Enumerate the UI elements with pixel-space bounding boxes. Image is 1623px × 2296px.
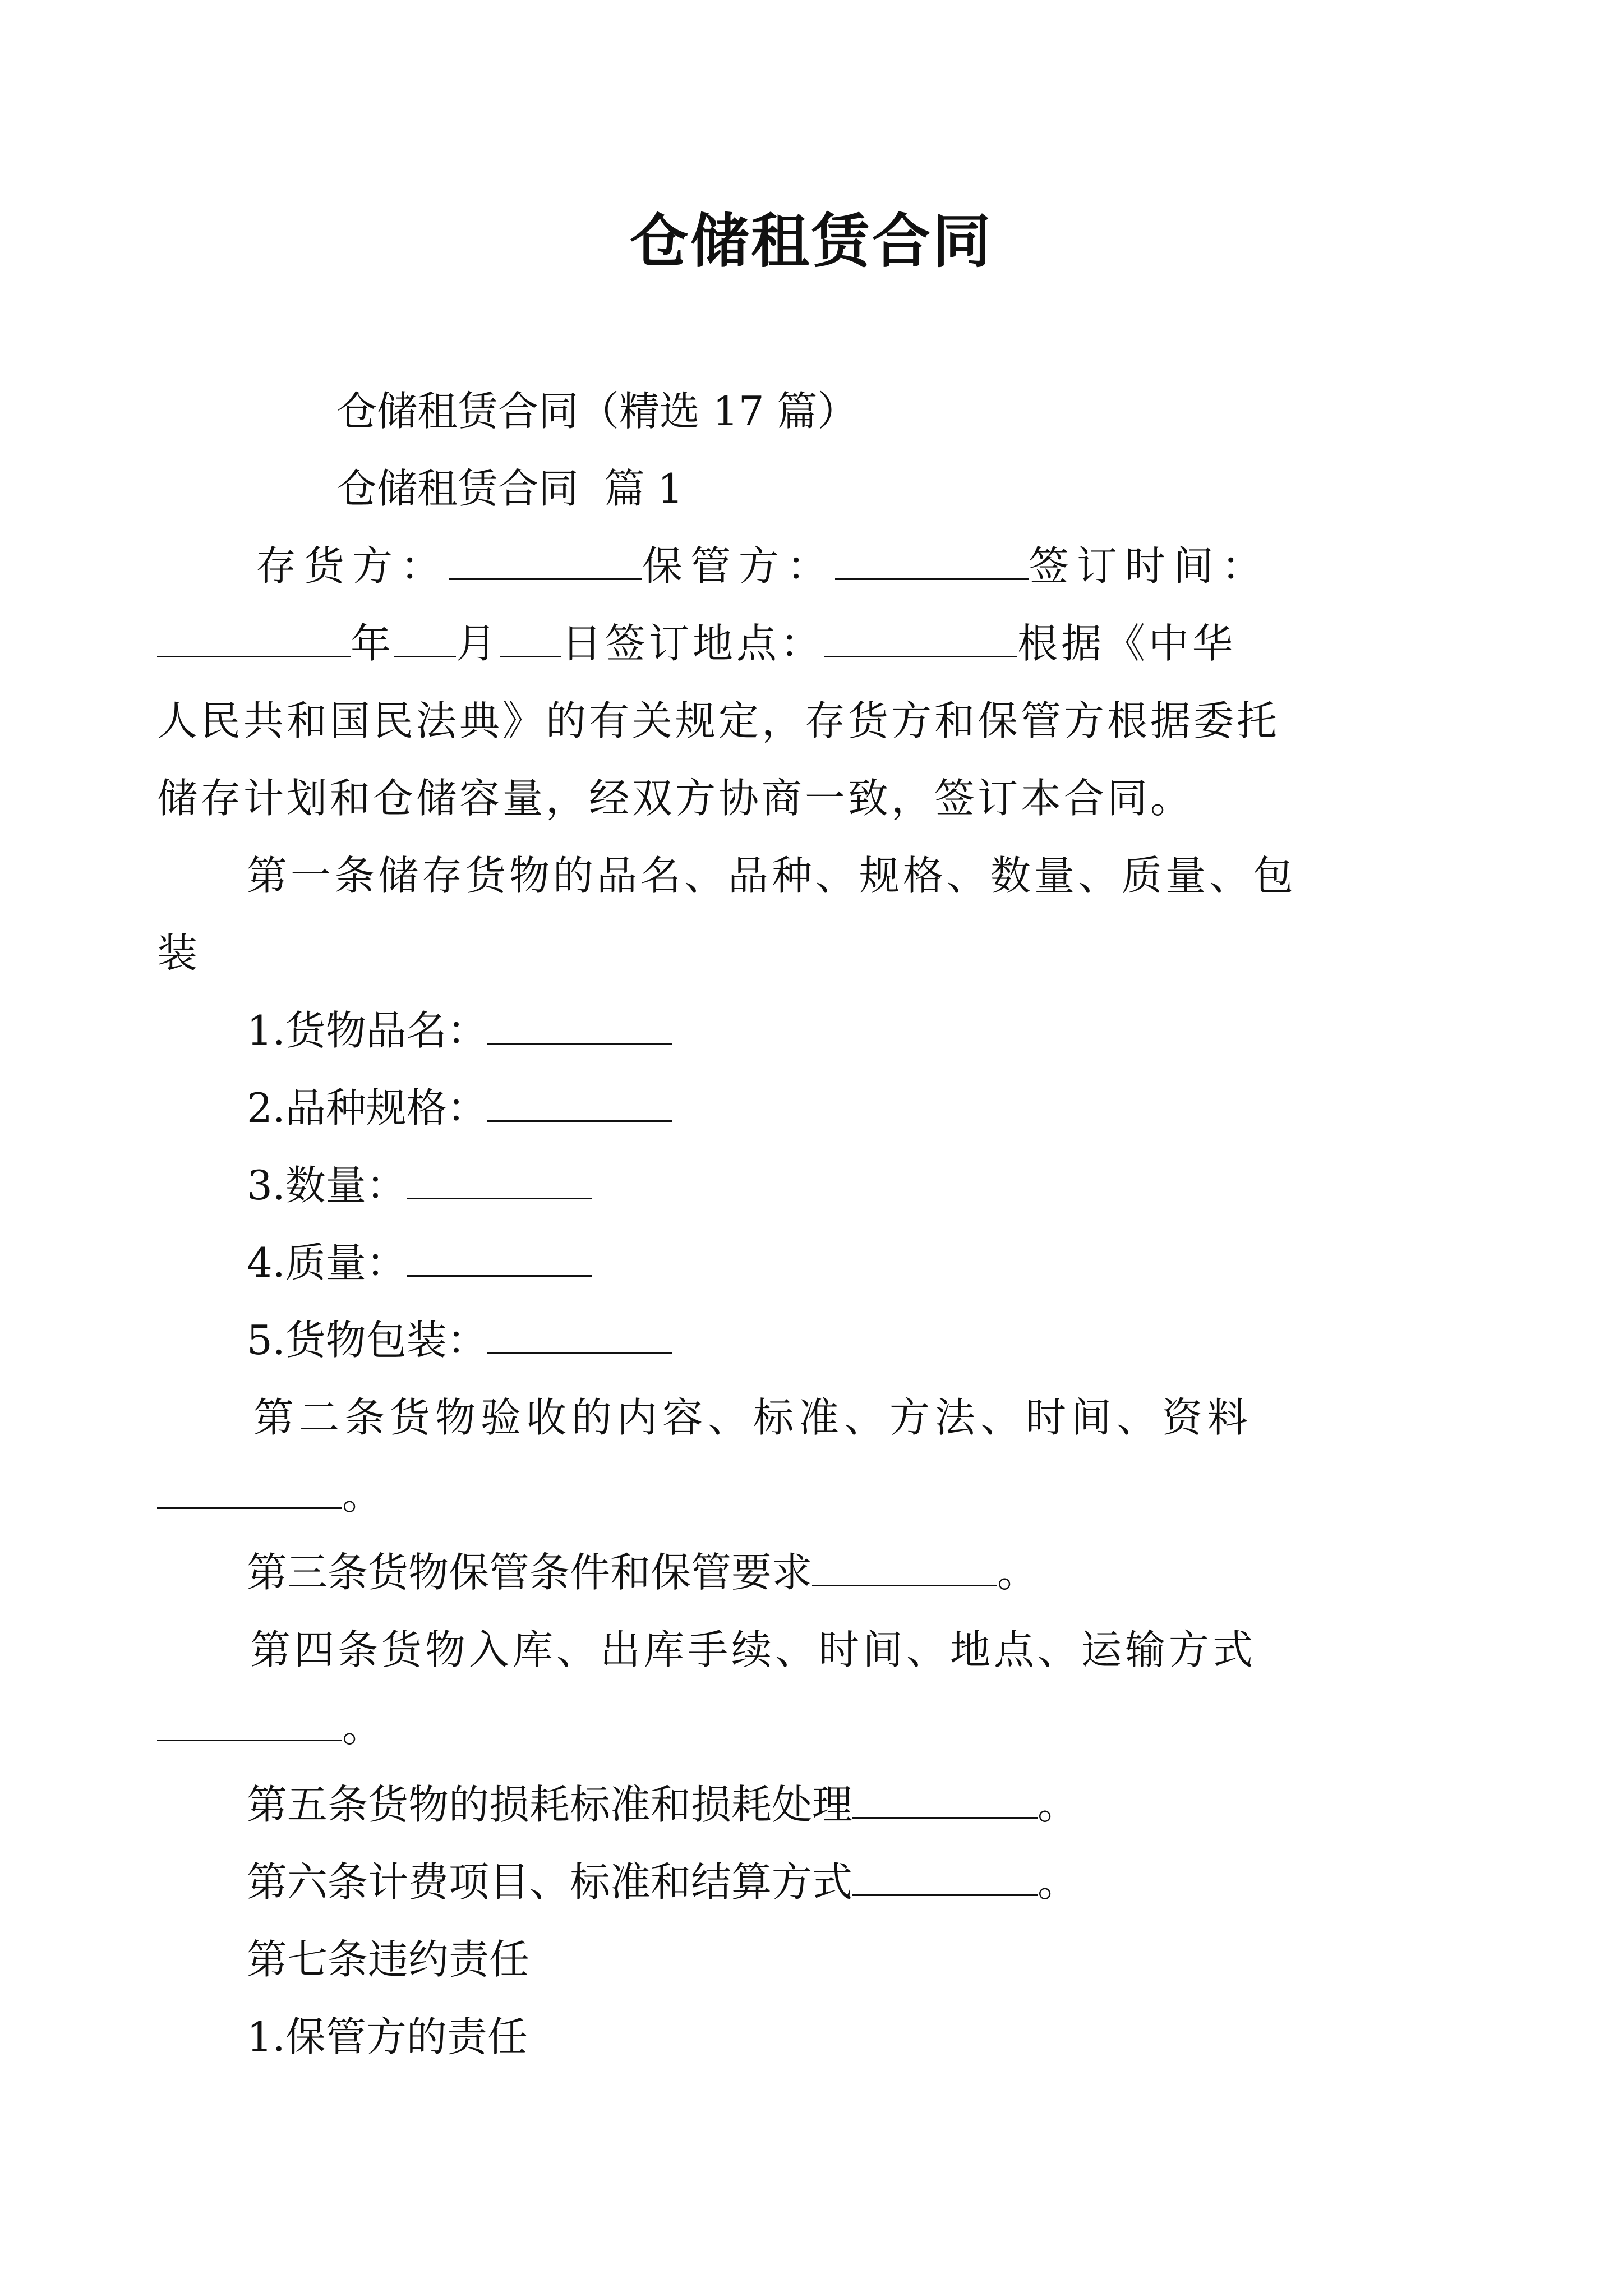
- article-1-line-2: 装: [157, 930, 198, 977]
- sign-time-label: 签订时间：: [1029, 542, 1270, 590]
- month-label: 月: [456, 620, 500, 667]
- intro-line-tail: 根据《中华: [1017, 620, 1237, 667]
- day-blank: [500, 623, 561, 657]
- item-blank: [407, 1243, 592, 1277]
- article-2-blank: [157, 1475, 342, 1509]
- item-blank: [487, 1320, 672, 1354]
- article-6: [247, 1843, 1385, 1921]
- article-1-item-2: [247, 1069, 1385, 1147]
- article-3-blank: [812, 1552, 997, 1586]
- intro-line-2: [157, 605, 1385, 682]
- section-heading: 仓储租赁合同 篇 1: [336, 465, 684, 512]
- article-1-item-3: [247, 1147, 1385, 1224]
- intro-line-1: [247, 527, 1385, 605]
- item-label: 2.品种规格：: [247, 1084, 487, 1131]
- item-label: 1.货物品名：: [247, 1007, 487, 1054]
- item-blank: [407, 1165, 592, 1199]
- item-label: 5.货物包装：: [247, 1317, 487, 1364]
- article-1-item-1: [247, 992, 1385, 1069]
- place-blank: [824, 623, 1017, 657]
- day-place-label: 日签订地点：: [561, 620, 824, 667]
- article-4-blank: [157, 1707, 342, 1741]
- article-1-line-1: 第一条储存货物的品名、品种、规格、数量、质量、包: [247, 852, 1297, 899]
- intro-line-4: 储存计划和仓储容量，经双方协商一致，签订本合同。: [157, 775, 1194, 822]
- article-1-item-4: [247, 1224, 1385, 1301]
- article-1: [157, 837, 1385, 1379]
- article-2: [247, 1379, 1385, 1534]
- item-label: 3.数量：: [247, 1162, 407, 1209]
- item-blank: [487, 1088, 672, 1122]
- intro-paragraph: [157, 527, 1385, 837]
- depositor-label: 存货方：: [256, 542, 449, 590]
- depositor-blank: [449, 546, 642, 580]
- article-2-line-2: [157, 1456, 1385, 1534]
- article-6-text: 第六条计费项目、标准和结算方式: [247, 1858, 853, 1906]
- article-1-item-5: [247, 1301, 1385, 1379]
- item-blank: [487, 1010, 672, 1045]
- article-4: [247, 1611, 1385, 1766]
- article-4-line-1: 第四条货物入库、出库手续、时间、地点、运输方式: [250, 1626, 1257, 1673]
- article-5-blank: [852, 1784, 1038, 1819]
- article-3: [247, 1534, 1385, 1611]
- article-4-line-2: [157, 1688, 1385, 1766]
- article-7: 第七条违约责任: [247, 1936, 530, 1983]
- period: 。: [1038, 1858, 1078, 1906]
- document-title: 仓储租赁合同: [629, 206, 993, 275]
- article-5: [247, 1766, 1385, 1843]
- document-body: [157, 372, 1385, 2076]
- subtitle: 仓储租赁合同（精选 17 篇）: [336, 388, 858, 435]
- article-5-text: 第五条货物的损耗标准和损耗处理: [247, 1781, 853, 1828]
- article-6-blank: [852, 1862, 1038, 1896]
- period: 。: [342, 1704, 383, 1751]
- article-3-text: 第三条货物保管条件和保管要求: [247, 1549, 813, 1596]
- year-label: 年: [351, 620, 395, 667]
- month-blank: [394, 623, 456, 657]
- keeper-blank: [835, 546, 1029, 580]
- period: 。: [342, 1471, 383, 1519]
- period: 。: [997, 1549, 1038, 1596]
- intro-line-3: 人民共和国民法典》的有关规定，存货方和保管方根据委托: [157, 697, 1280, 744]
- item-label: 4.质量：: [247, 1239, 407, 1286]
- period: 。: [1038, 1781, 1078, 1828]
- year-blank: [157, 623, 351, 657]
- keeper-label: 保管方：: [642, 542, 836, 590]
- article-7-sub-1: 1.保管方的责任: [247, 2013, 528, 2060]
- article-2-line-1: 第二条货物验收的内容、标准、方法、时间、资料: [253, 1394, 1253, 1441]
